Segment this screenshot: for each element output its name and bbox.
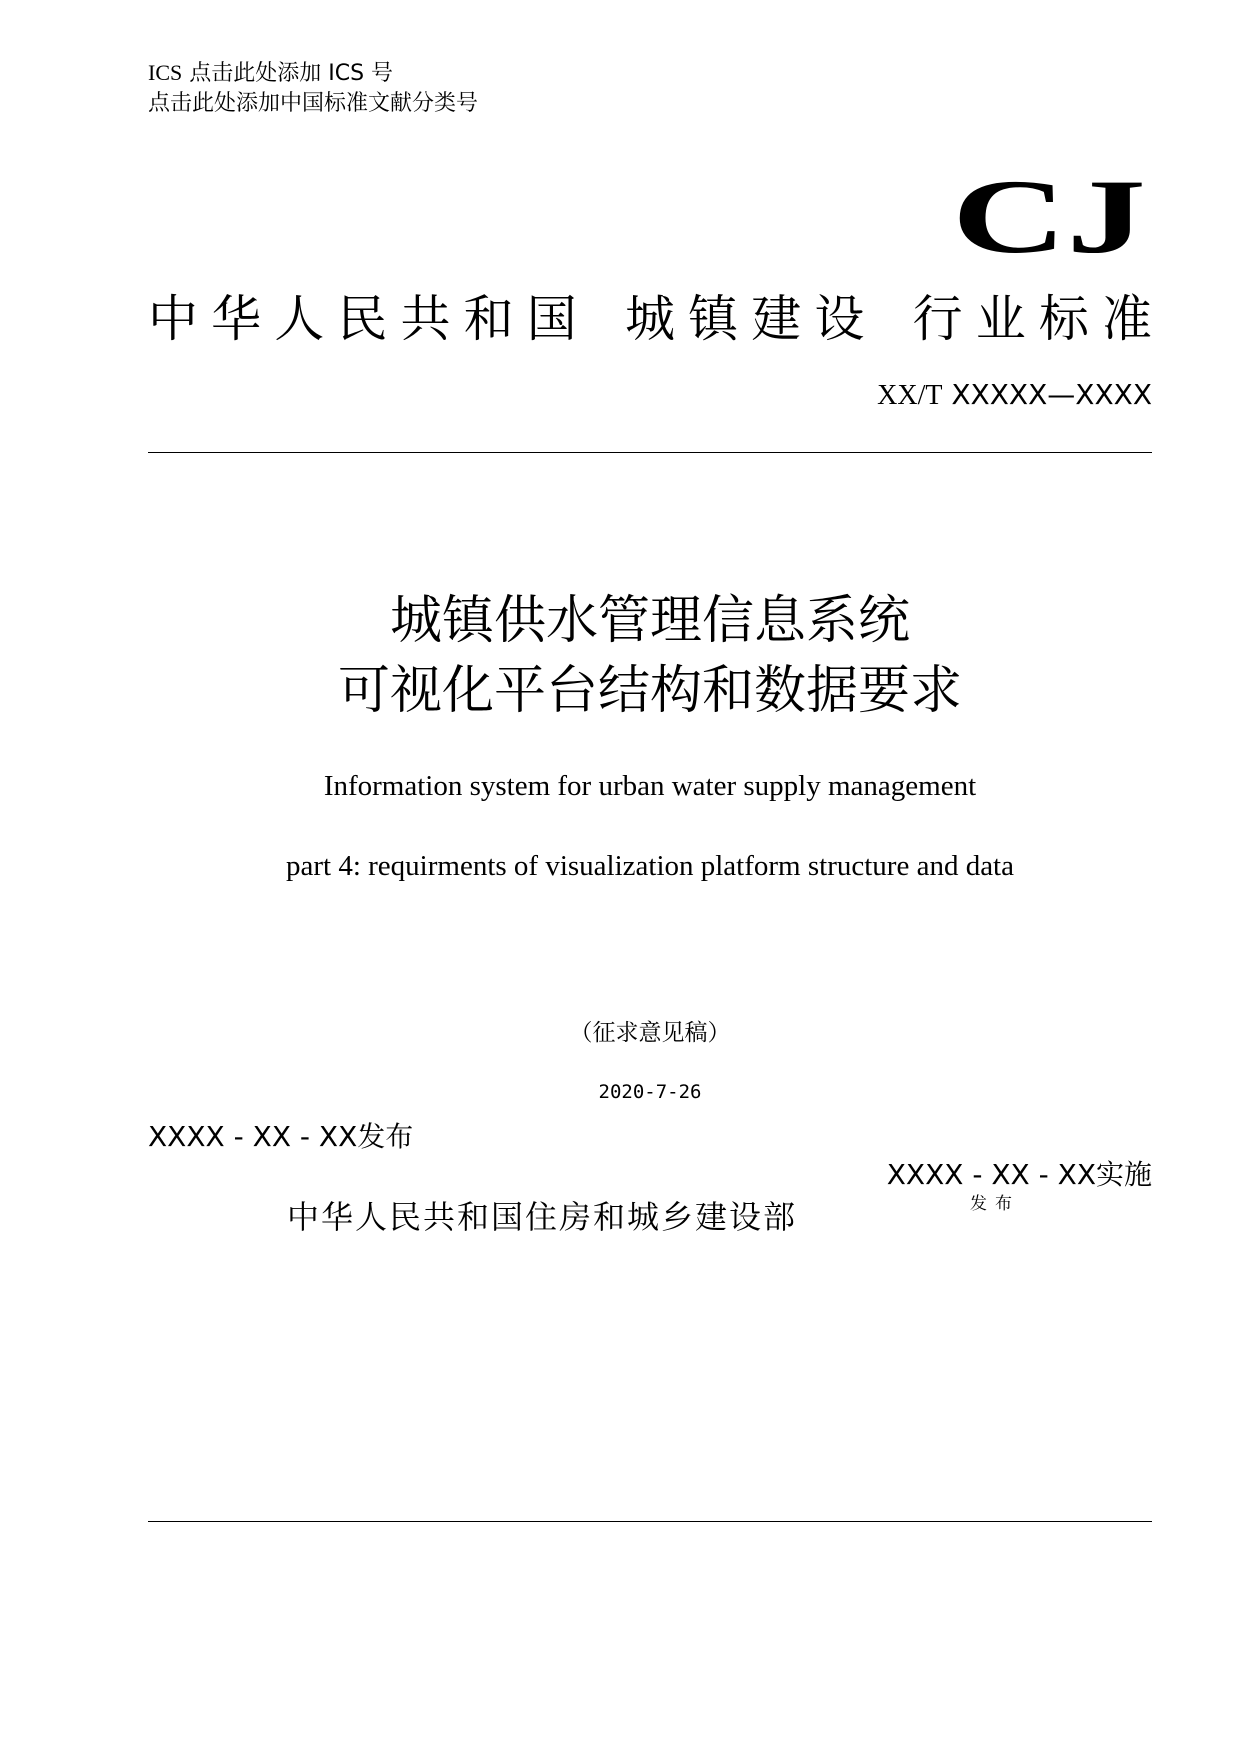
issuer-title-char: 中 xyxy=(148,290,198,348)
classification-number-line xyxy=(148,91,478,117)
standard-number-value: XXXXX—XXXX xyxy=(951,378,1152,411)
footer-divider xyxy=(148,1521,1152,1522)
implementation-date: XXXX - XX - XX实施 xyxy=(886,1158,1152,1191)
issue-label: 发布 xyxy=(970,1194,1020,1214)
issuer-title-char: 标 xyxy=(1038,290,1089,348)
issuer-title-char: 业 xyxy=(975,290,1026,348)
issuer-title-char: 共 xyxy=(400,290,451,348)
english-title-line-2: part 4: requirments of visualization platform structure and data xyxy=(286,850,1014,882)
issuer-title-char: 城 xyxy=(625,290,675,348)
issuing-ministry: 中华人民共和国住房和城乡建设部 xyxy=(287,1198,798,1236)
issuer-title-char: 人 xyxy=(274,290,325,348)
classification-placeholder[interactable]: 点击此处添加中国标准文献分类号 xyxy=(148,91,479,116)
release-date: XXXX - XX - XX发布 xyxy=(148,1120,414,1153)
issuer-title-char: 华 xyxy=(211,290,262,348)
issuer-title-char: 准 xyxy=(1102,290,1152,348)
ics-label: ICS xyxy=(148,60,183,85)
chinese-title-line-1: 城镇供水管理信息系统 xyxy=(389,591,910,651)
issuer-title-char: 镇 xyxy=(688,290,739,348)
ics-placeholder[interactable]: 点击此处添加 ICS 号 xyxy=(189,61,394,86)
issuer-title-char: 民 xyxy=(337,290,388,348)
draft-date: 2020-7-26 xyxy=(598,1081,702,1103)
issuer-title-char: 行 xyxy=(912,290,963,348)
chinese-title-line-2: 可视化平台结构和数据要求 xyxy=(337,661,962,721)
cj-logo xyxy=(946,168,1152,278)
ics-number-line xyxy=(148,60,393,87)
issuer-title-char: 和 xyxy=(463,290,514,348)
english-title-line-1: Information system for urban water supply management xyxy=(323,770,977,802)
issuer-title-char: 设 xyxy=(814,290,865,348)
standard-number-prefix: XX/T xyxy=(877,380,943,411)
standard-number xyxy=(877,378,1152,413)
draft-status: （征求意见稿） xyxy=(569,1020,731,1046)
issuer-title-char: 建 xyxy=(751,290,802,348)
cj-logo-text: CJ xyxy=(952,168,1146,275)
header-divider xyxy=(148,452,1152,453)
issuer-title-char: 国 xyxy=(526,290,577,348)
issuer-title xyxy=(148,284,1152,354)
